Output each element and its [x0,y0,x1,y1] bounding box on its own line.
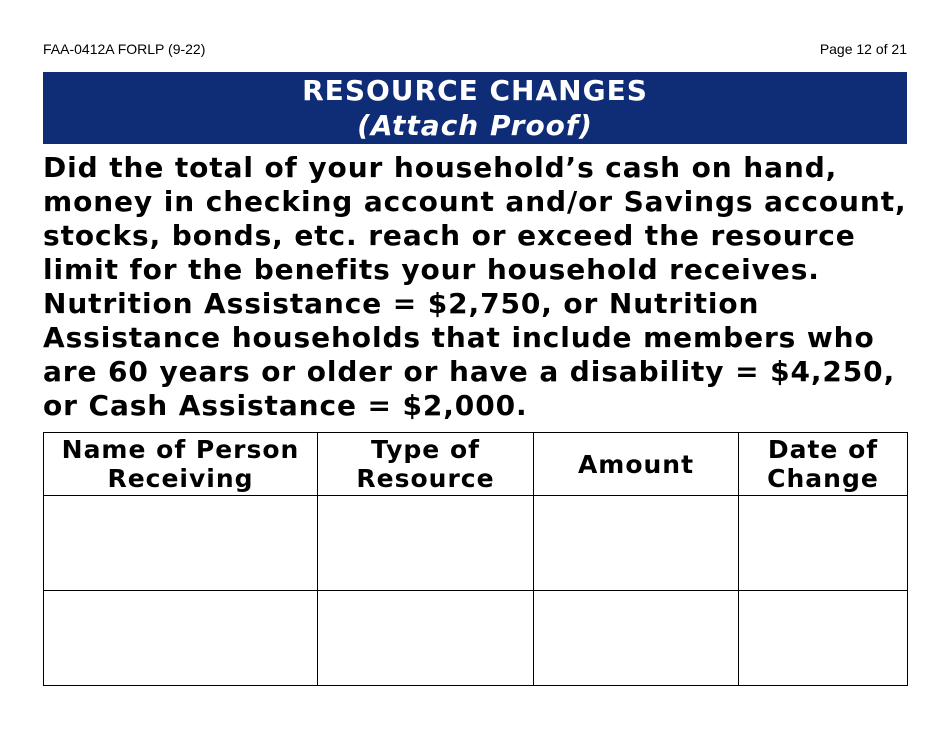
date-cell[interactable] [739,591,908,686]
table-header-row [44,433,908,496]
date-cell[interactable] [739,496,908,591]
name-cell[interactable] [44,496,318,591]
section-subtitle: (Attach Proof) [357,109,593,142]
page-number: Page 12 of 21 [819,41,907,57]
column-header-amount: Amount [534,433,739,496]
table-row [44,496,908,591]
amount-cell[interactable] [534,496,739,591]
type-cell[interactable] [318,496,534,591]
resource-question: Did the total of your household’s cash on hand, money in checking account and/or Savings account, stocks, bonds, etc. reach or exceed the resource limit for the benefits your household receives. Nutrition Assistance = $2,750, or Nutrition Assistance households that include members who are 60 years or older or have a disability = $4,250, or Cash Assistance = $2,000. [43,151,907,422]
table-row [44,591,908,686]
column-header-name: Name of Person Receiving [44,433,318,496]
name-cell[interactable] [44,591,318,686]
section-title: RESOURCE CHANGES [302,74,648,107]
column-header-date: Date of Change [739,433,908,496]
type-cell[interactable] [318,591,534,686]
section-banner [43,72,907,144]
form-id: FAA-0412A FORLP (9-22) [43,41,206,57]
amount-cell[interactable] [534,591,739,686]
resource-changes-table [43,432,908,686]
column-header-type: Type of Resource [318,433,534,496]
